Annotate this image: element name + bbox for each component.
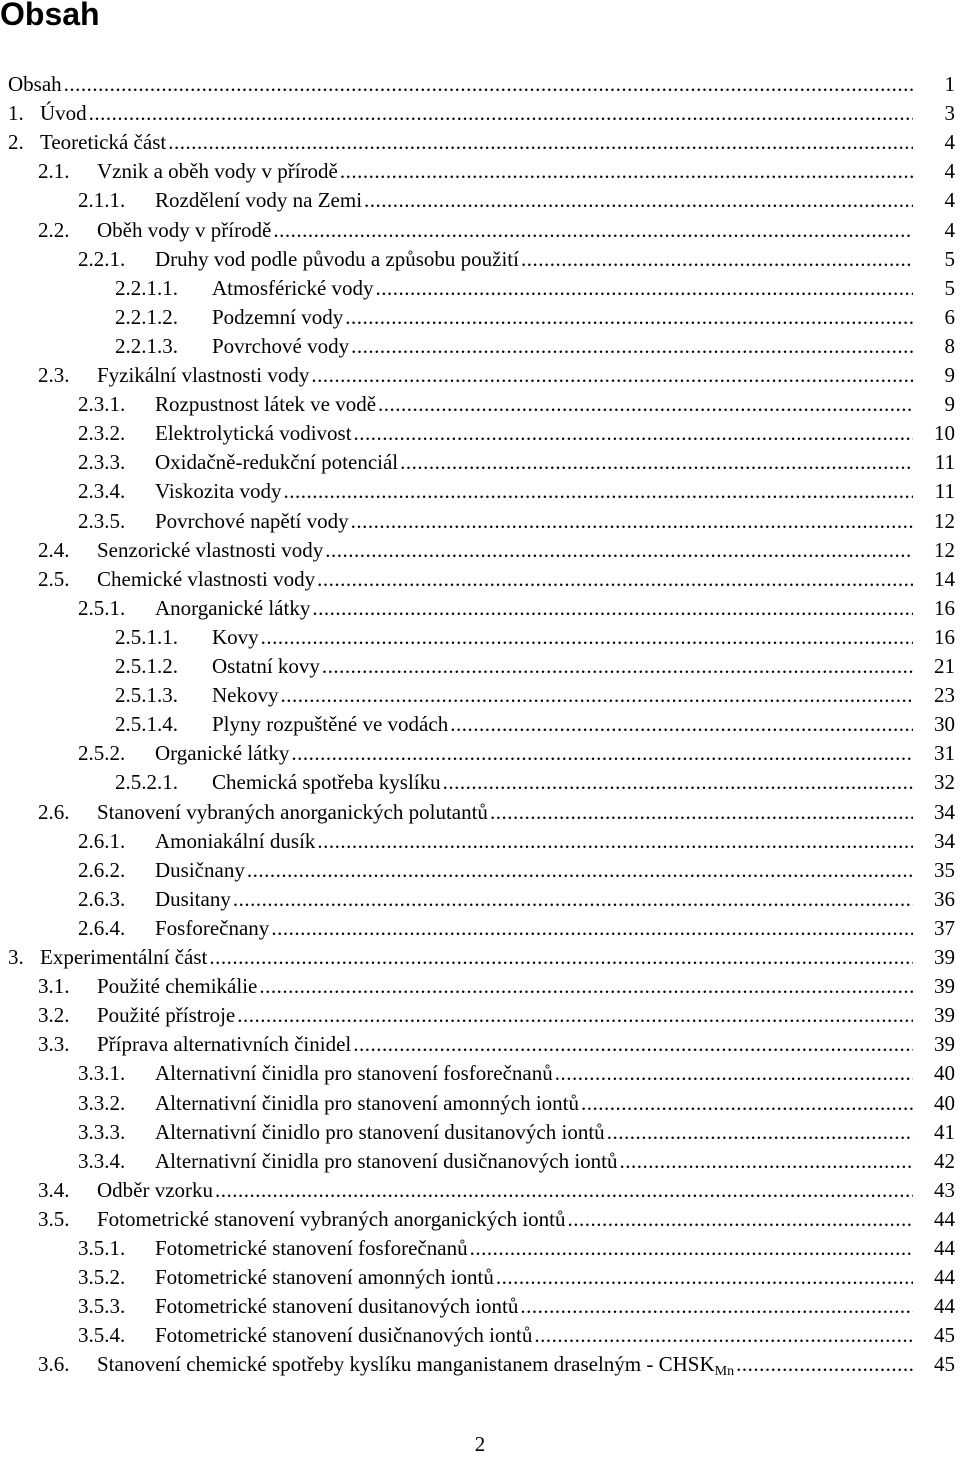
toc-entry-number: 2.3.5. xyxy=(78,509,126,533)
dot-leader xyxy=(520,1292,913,1321)
toc-entry-page: 34 xyxy=(934,829,955,853)
toc-entry-page: 6 xyxy=(944,305,955,329)
toc-entry[interactable] xyxy=(0,507,960,536)
toc-entry-title-text: Alternativní činidlo pro stanovení dusitanových iontů xyxy=(155,1120,605,1144)
dot-leader xyxy=(281,681,914,710)
toc-entry-title-text: Obsah xyxy=(8,72,62,96)
toc-entry-number: 3.5. xyxy=(38,1207,70,1231)
toc-entry-title-text: Teoretická část xyxy=(40,130,167,154)
toc-entry-number: 2.5.1.2. xyxy=(115,654,178,678)
toc-entry-number: 2.3.4. xyxy=(78,479,126,503)
toc-entry-title xyxy=(212,768,441,797)
toc-entry-page: 44 xyxy=(934,1236,955,1260)
dot-leader xyxy=(215,1176,913,1205)
dot-leader xyxy=(64,70,913,99)
toc-entry[interactable] xyxy=(0,827,960,856)
page-title: Obsah xyxy=(0,0,100,32)
toc-entry[interactable] xyxy=(0,536,960,565)
toc-entry-title-text: Experimentální část xyxy=(40,945,208,969)
toc-entry[interactable] xyxy=(0,856,960,885)
toc-entry[interactable] xyxy=(0,448,960,477)
toc-entry-title-text: Alternativní činidla pro stanovení fosforečnanů xyxy=(155,1061,553,1085)
toc-entry[interactable] xyxy=(0,1030,960,1059)
toc-entry-page: 39 xyxy=(934,1003,955,1027)
toc-entry-title xyxy=(155,1147,617,1176)
toc-entry-title xyxy=(97,361,309,390)
toc-entry-page: 16 xyxy=(934,625,955,649)
toc-entry-title-text: Dusitany xyxy=(155,887,231,911)
toc-entry-number: 3.6. xyxy=(38,1352,70,1376)
toc-entry-page: 45 xyxy=(934,1352,955,1376)
toc-entry[interactable] xyxy=(0,419,960,448)
toc-entry[interactable] xyxy=(0,565,960,594)
toc-entry-title-text: Fotometrické stanovení amonných iontů xyxy=(155,1265,494,1289)
dot-leader xyxy=(376,274,913,303)
dot-leader xyxy=(283,477,913,506)
toc-entry-title-text: Povrchové vody xyxy=(212,334,350,358)
toc-entry-title xyxy=(155,914,269,943)
toc-entry-title xyxy=(155,1089,579,1118)
toc-entry-title-text: Fotometrické stanovení fosforečnanů xyxy=(155,1236,468,1260)
toc-entry-title xyxy=(212,710,448,739)
toc-entry-title-text: Kovy xyxy=(212,625,259,649)
toc-entry-number: 3.5.2. xyxy=(78,1265,126,1289)
toc-entry[interactable] xyxy=(0,710,960,739)
toc-entry[interactable] xyxy=(0,1234,960,1263)
toc-entry-page: 16 xyxy=(934,596,955,620)
toc-entry-number: 2.2.1.3. xyxy=(115,334,178,358)
toc-entry-number: 3.3.4. xyxy=(78,1149,126,1173)
toc-entry-number: 2.6.3. xyxy=(78,887,126,911)
toc-entry-page: 1 xyxy=(944,72,955,96)
toc-entry-page: 44 xyxy=(934,1265,955,1289)
toc-entry-page: 11 xyxy=(934,479,955,503)
toc-entry-title xyxy=(155,507,349,536)
toc-entry-title xyxy=(212,274,374,303)
toc-entry-title xyxy=(40,128,166,157)
toc-entry-number: 2.5.1.4. xyxy=(115,712,178,736)
toc-entry-title-text: Použité chemikálie xyxy=(97,974,258,998)
toc-entry-title xyxy=(155,245,519,274)
dot-leader xyxy=(607,1118,913,1147)
toc-entry-title xyxy=(155,477,281,506)
toc-entry-title-text: Příprava alternativních činidel xyxy=(97,1032,352,1056)
toc-entry-page: 36 xyxy=(934,887,955,911)
dot-leader xyxy=(271,914,913,943)
toc-entry-title-text: Použité přístroje xyxy=(97,1003,236,1027)
toc-entry-page: 44 xyxy=(934,1294,955,1318)
toc-entry-title-text: Fotometrické stanovení vybraných anorganických iontů xyxy=(97,1207,566,1231)
toc-entry[interactable] xyxy=(0,594,960,623)
dot-leader xyxy=(233,885,913,914)
toc-entry-title-text: Fosforečnany xyxy=(155,916,270,940)
toc-entry-number: 1. xyxy=(8,101,24,125)
toc-entry[interactable] xyxy=(0,1292,960,1321)
toc-entry-title xyxy=(97,798,488,827)
toc-entry-title xyxy=(155,1292,518,1321)
toc-entry-title-text: Dusičnany xyxy=(155,858,245,882)
toc-entry-title-text: Rozpustnost látek ve vodě xyxy=(155,392,377,416)
toc-entry-title xyxy=(97,157,338,186)
toc-entry-title xyxy=(155,186,362,215)
toc-entry-title-text: Stanovení vybraných anorganických polutantů xyxy=(97,800,488,824)
toc-entry[interactable] xyxy=(0,1001,960,1030)
dot-leader xyxy=(521,245,913,274)
toc-entry-title-text: Amoniakální dusík xyxy=(155,829,316,853)
toc-entry-title xyxy=(97,1205,566,1234)
toc-entry-page: 11 xyxy=(934,450,955,474)
toc-entry-title xyxy=(155,1059,553,1088)
toc-entry-title xyxy=(212,652,320,681)
toc-entry-number: 2.3.1. xyxy=(78,392,126,416)
toc-entry-page: 4 xyxy=(944,218,955,242)
toc-entry-title-text: Senzorické vlastnosti vody xyxy=(97,538,324,562)
toc-entry-title xyxy=(97,972,257,1001)
toc-entry-title-text: Organické látky xyxy=(155,741,290,765)
dot-leader xyxy=(351,507,913,536)
toc-entry-page: 5 xyxy=(944,276,955,300)
dot-leader xyxy=(736,1350,913,1379)
dot-leader xyxy=(400,448,913,477)
dot-leader xyxy=(325,536,913,565)
toc-entry[interactable] xyxy=(0,1321,960,1350)
toc-entry-title-text: Alternativní činidla pro stanovení dusičnanových iontů xyxy=(155,1149,618,1173)
toc-entry[interactable] xyxy=(0,1263,960,1292)
toc-entry-page: 4 xyxy=(944,159,955,183)
toc-entry-title-text: Odběr vzorku xyxy=(97,1178,214,1202)
toc-entry-title-text: Nekovy xyxy=(212,683,279,707)
dot-leader xyxy=(353,1030,913,1059)
dot-leader xyxy=(261,623,913,652)
toc-entry-page: 41 xyxy=(934,1120,955,1144)
dot-leader xyxy=(168,128,913,157)
dot-leader xyxy=(351,332,913,361)
toc-entry-page: 34 xyxy=(934,800,955,824)
toc-entry-title xyxy=(155,1234,468,1263)
toc-entry-title xyxy=(97,1030,351,1059)
dot-leader xyxy=(443,768,913,797)
toc-entry-title xyxy=(155,1321,532,1350)
toc-entry-page: 3 xyxy=(944,101,955,125)
toc-entry-number: 2.1.1. xyxy=(78,188,126,212)
toc-entry-number: 3.5.4. xyxy=(78,1323,126,1347)
toc-entry-title xyxy=(155,594,310,623)
toc-entry-number: 2.5.1.3. xyxy=(115,683,178,707)
toc-entry[interactable] xyxy=(0,681,960,710)
toc-entry-page: 32 xyxy=(934,770,955,794)
toc-entry-number: 3.4. xyxy=(38,1178,70,1202)
toc-entry-title-text: Vznik a oběh vody v přírodě xyxy=(97,159,338,183)
toc-entry-page: 12 xyxy=(934,538,955,562)
toc-entry[interactable] xyxy=(0,623,960,652)
toc-entry-title xyxy=(155,448,398,477)
toc-entry-number: 3.3. xyxy=(38,1032,70,1056)
toc-entry-title xyxy=(155,827,315,856)
toc-entry[interactable] xyxy=(0,1089,960,1118)
toc-entry[interactable] xyxy=(0,1205,960,1234)
toc-entry-page: 12 xyxy=(934,509,955,533)
page-number: 2 xyxy=(474,1432,486,1456)
toc-entry-number: 2.2.1. xyxy=(78,247,126,271)
dot-leader xyxy=(555,1059,913,1088)
dot-leader xyxy=(237,1001,913,1030)
toc-entry-number: 3.5.1. xyxy=(78,1236,126,1260)
toc-entry-title-text: Fyzikální vlastnosti vody xyxy=(97,363,310,387)
dot-leader xyxy=(317,565,913,594)
toc-entry[interactable] xyxy=(0,652,960,681)
toc-entry-number: 2.3.2. xyxy=(78,421,126,445)
toc-entry[interactable] xyxy=(0,1350,960,1379)
toc-entry-title-text: Úvod xyxy=(40,101,87,125)
toc-entry[interactable] xyxy=(0,157,960,186)
toc-entry-title-text: Chemické vlastnosti vody xyxy=(97,567,316,591)
toc-entry-title-text: Fotometrické stanovení dusičnanových iontů xyxy=(155,1323,533,1347)
toc-entry-title xyxy=(97,565,315,594)
dot-leader xyxy=(311,361,913,390)
toc-entry-title xyxy=(212,681,279,710)
toc-entry-title xyxy=(97,536,323,565)
toc-entry-number: 2.4. xyxy=(38,538,70,562)
dot-leader xyxy=(259,972,913,1001)
toc-entry-page: 5 xyxy=(944,247,955,271)
dot-leader xyxy=(496,1263,913,1292)
toc-entry-title-text: Chemická spotřeba kyslíku xyxy=(212,770,441,794)
toc-entry-title-text: Plyny rozpuštěné ve vodách xyxy=(212,712,449,736)
toc-entry-title-text: Ostatní kovy xyxy=(212,654,320,678)
toc-entry-number: 3.5.3. xyxy=(78,1294,126,1318)
toc-entry-number: 2.6.1. xyxy=(78,829,126,853)
dot-leader xyxy=(364,186,913,215)
dot-leader xyxy=(354,419,913,448)
toc-entry-title xyxy=(212,303,343,332)
toc-entry-page: 4 xyxy=(944,188,955,212)
toc-entry[interactable] xyxy=(0,768,960,797)
toc-entry[interactable] xyxy=(0,943,960,972)
toc-entry-title xyxy=(155,390,376,419)
toc-entry-page: 39 xyxy=(934,945,955,969)
toc-entry-number: 3.3.2. xyxy=(78,1091,126,1115)
toc-entry-title xyxy=(97,1001,235,1030)
toc-entry[interactable] xyxy=(0,99,960,128)
toc-entry-title xyxy=(40,99,87,128)
toc-entry[interactable] xyxy=(0,245,960,274)
toc-entry-page: 8 xyxy=(944,334,955,358)
dot-leader xyxy=(345,303,913,332)
toc-entry-page: 40 xyxy=(934,1091,955,1115)
toc-entry-number: 3.1. xyxy=(38,974,70,998)
toc-entry-page: 37 xyxy=(934,916,955,940)
toc-entry-number: 2.2.1.2. xyxy=(115,305,178,329)
dot-leader xyxy=(291,739,913,768)
toc-entry[interactable] xyxy=(0,128,960,157)
toc-entry[interactable] xyxy=(0,1147,960,1176)
toc-entry-number: 2.5. xyxy=(38,567,70,591)
dot-leader xyxy=(534,1321,913,1350)
toc-entry-page: 10 xyxy=(934,421,955,445)
toc-entry[interactable] xyxy=(0,332,960,361)
toc-entry[interactable] xyxy=(0,390,960,419)
toc-entry-number: 3. xyxy=(8,945,24,969)
toc-entry-page: 44 xyxy=(934,1207,955,1231)
toc-entry[interactable] xyxy=(0,914,960,943)
toc-entry-title xyxy=(155,1118,605,1147)
toc-entry-number: 2.5.1.1. xyxy=(115,625,178,649)
toc-entry-title xyxy=(155,1263,494,1292)
toc-entry-page: 43 xyxy=(934,1178,955,1202)
toc-entry[interactable] xyxy=(0,1059,960,1088)
toc-entry[interactable] xyxy=(0,885,960,914)
toc-entry[interactable] xyxy=(0,739,960,768)
toc-entry-title xyxy=(97,216,271,245)
toc-entry[interactable] xyxy=(0,972,960,1001)
toc-entry-page: 45 xyxy=(934,1323,955,1347)
toc-entry-number: 2.5.1. xyxy=(78,596,126,620)
toc-entry[interactable] xyxy=(0,1176,960,1205)
toc-entry-title xyxy=(155,885,231,914)
dot-leader xyxy=(378,390,913,419)
dot-leader xyxy=(273,216,913,245)
dot-leader xyxy=(568,1205,914,1234)
toc-entry-page: 9 xyxy=(944,363,955,387)
dot-leader xyxy=(450,710,913,739)
toc-entry-page: 35 xyxy=(934,858,955,882)
toc-entry-page: 42 xyxy=(934,1149,955,1173)
toc-entry-subscript: Mn xyxy=(714,1364,735,1379)
toc-entry-number: 3.3.3. xyxy=(78,1120,126,1144)
toc-entry[interactable] xyxy=(0,186,960,215)
toc-entry-title-text: Anorganické látky xyxy=(155,596,311,620)
toc-entry[interactable] xyxy=(0,70,960,99)
dot-leader xyxy=(490,798,913,827)
toc-entry-number: 2.6.4. xyxy=(78,916,126,940)
toc-entry-title xyxy=(212,332,349,361)
dot-leader xyxy=(312,594,913,623)
toc-entry-title-text: Rozdělení vody na Zemi xyxy=(155,188,363,212)
dot-leader xyxy=(340,157,913,186)
toc-entry[interactable] xyxy=(0,798,960,827)
toc-entry-number: 2.3.3. xyxy=(78,450,126,474)
dot-leader xyxy=(322,652,913,681)
toc-entry-number: 2.2.1.1. xyxy=(115,276,178,300)
toc-entry-page: 21 xyxy=(934,654,955,678)
toc-entry-title xyxy=(8,70,62,99)
toc-entry-number: 2.6. xyxy=(38,800,70,824)
toc-entry-title-text: Viskozita vody xyxy=(155,479,282,503)
toc-entry-title-text: Atmosférické vody xyxy=(212,276,374,300)
toc-entry[interactable] xyxy=(0,477,960,506)
toc-entry-title-text: Fotometrické stanovení dusitanových iontů xyxy=(155,1294,519,1318)
toc-entry-number: 2. xyxy=(8,130,24,154)
toc-entry[interactable] xyxy=(0,303,960,332)
toc-entry-number: 2.3. xyxy=(38,363,70,387)
toc-entry-page: 31 xyxy=(934,741,955,765)
toc-entry-title-text: Oběh vody v přírodě xyxy=(97,218,272,242)
toc-entry-page: 30 xyxy=(934,712,955,736)
toc-entry-title-text: Alternativní činidla pro stanovení amonných iontů xyxy=(155,1091,579,1115)
toc-entry-title-text: Oxidačně-redukční potenciál xyxy=(155,450,399,474)
toc-entry-number: 2.5.2. xyxy=(78,741,126,765)
toc-entry-title xyxy=(97,1350,734,1379)
toc-entry-number: 2.6.2. xyxy=(78,858,126,882)
toc-entry-number: 2.5.2.1. xyxy=(115,770,178,794)
toc-entry-title xyxy=(155,739,289,768)
toc-entry[interactable] xyxy=(0,1118,960,1147)
toc-entry-page: 40 xyxy=(934,1061,955,1085)
toc-entry-number: 2.2. xyxy=(38,218,70,242)
toc-entry-number: 3.3.1. xyxy=(78,1061,126,1085)
toc-entry-page: 23 xyxy=(934,683,955,707)
toc-entry-title-text: Stanovení chemické spotřeby kyslíku manganistanem draselným - CHSK xyxy=(97,1352,715,1376)
dot-leader xyxy=(581,1089,913,1118)
toc-entry-title xyxy=(155,856,245,885)
toc-entry-title-text: Elektrolytická vodivost xyxy=(155,421,352,445)
toc-entry-title xyxy=(212,623,259,652)
toc-entry-page: 14 xyxy=(934,567,955,591)
dot-leader xyxy=(209,943,913,972)
toc-entry-page: 9 xyxy=(944,392,955,416)
dot-leader xyxy=(89,99,913,128)
toc-entry[interactable] xyxy=(0,216,960,245)
toc-entry-title-text: Podzemní vody xyxy=(212,305,344,329)
toc-entry-title xyxy=(97,1176,213,1205)
toc-entry-page: 4 xyxy=(944,130,955,154)
dot-leader xyxy=(317,827,913,856)
toc-entry-number: 3.2. xyxy=(38,1003,70,1027)
toc-entry[interactable] xyxy=(0,361,960,390)
toc-entry-page: 39 xyxy=(934,974,955,998)
toc-entry-title xyxy=(155,419,352,448)
dot-leader xyxy=(619,1147,913,1176)
toc-entry-title-text: Povrchové napětí vody xyxy=(155,509,349,533)
toc-entry[interactable] xyxy=(0,274,960,303)
toc-entry-title xyxy=(40,943,207,972)
dot-leader xyxy=(470,1234,913,1263)
dot-leader xyxy=(247,856,913,885)
toc-entry-page: 39 xyxy=(934,1032,955,1056)
toc-entry-number: 2.1. xyxy=(38,159,70,183)
toc-entry-title-text: Druhy vod podle původu a způsobu použití xyxy=(155,247,519,271)
